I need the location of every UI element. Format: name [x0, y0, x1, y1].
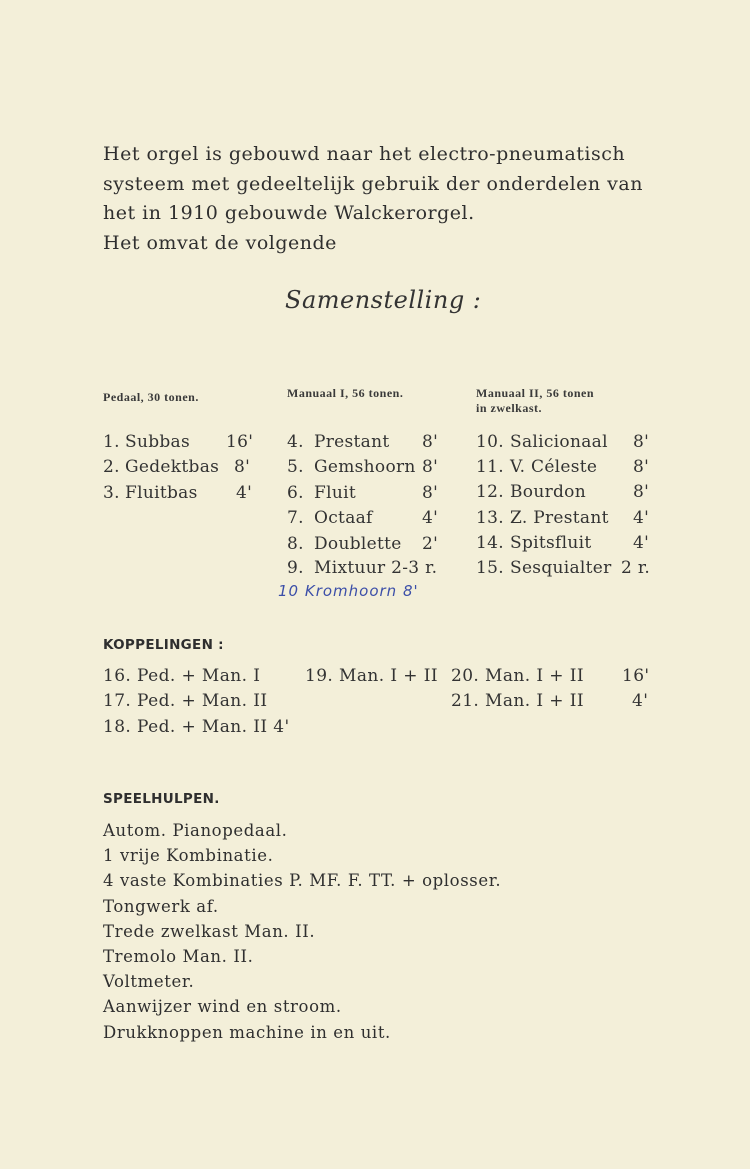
stop-name: Prestant: [314, 432, 390, 452]
koppeling-20-pitch: 16': [622, 666, 650, 686]
list-item: Tongwerk af.: [103, 896, 219, 916]
stop-name: Subbas: [125, 432, 191, 452]
section-heading: Samenstelling :: [285, 286, 482, 314]
koppeling-21: 21. Man. I + II: [451, 691, 584, 711]
stop-name: Doublette: [314, 534, 402, 554]
stop-name: V. Céleste: [510, 457, 598, 477]
stop-pitch: 8': [633, 482, 650, 502]
stop-number: 8.: [287, 534, 304, 554]
stop-name: Salicionaal: [510, 432, 608, 452]
list-item: Voltmeter.: [103, 972, 195, 992]
column-header-manuaal-1: [287, 386, 403, 401]
stop-number: 4.: [287, 432, 304, 452]
koppeling-17: 17. Ped. + Man. II: [103, 691, 268, 711]
stop-number: 13.: [476, 508, 504, 528]
stop-pitch: 8': [422, 432, 439, 452]
koppeling-19: 19. Man. I + II: [305, 666, 438, 686]
list-item: Trede zwelkast Man. II.: [103, 921, 316, 941]
stop-name: Gemshoorn: [314, 457, 416, 477]
stop-number: 10.: [476, 432, 504, 452]
speelhulpen-title: SPEELHULPEN.: [103, 791, 220, 807]
handwritten-annotation: 10 Kromhoorn 8': [278, 582, 419, 600]
stop-number: 15.: [476, 558, 504, 578]
stop-pitch: 2': [422, 534, 439, 554]
stop-name: Bourdon: [510, 482, 586, 502]
column-header-pedaal: [103, 390, 199, 405]
stop-number: 9.: [287, 558, 304, 578]
intro-line: Het omvat de volgende: [103, 231, 337, 254]
stop-pitch: 2 r.: [621, 558, 651, 578]
intro-paragraph: [103, 140, 643, 258]
stop-name: Z. Prestant: [510, 508, 609, 528]
stop-number: 7.: [287, 508, 304, 528]
stop-number: 2.: [103, 457, 120, 477]
column-subtitle: in zwelkast.: [476, 401, 542, 415]
list-item: 4 vaste Kombinaties P. MF. F. TT. + oplosser.: [103, 871, 502, 891]
intro-line: Het orgel is gebouwd naar het electro-pneumatisch: [103, 143, 626, 165]
stop-pitch: 4': [633, 533, 650, 553]
list-item: Tremolo Man. II.: [103, 947, 254, 967]
koppeling-20: 20. Man. I + II: [451, 666, 584, 686]
list-item: Drukknoppen machine in en uit.: [103, 1022, 391, 1042]
stop-pitch: 8': [422, 483, 439, 503]
stop-number: 12.: [476, 482, 504, 502]
column-title: Pedaal, 30 tonen.: [103, 390, 199, 404]
stop-name: Fluit: [314, 483, 356, 503]
stop-pitch: 8': [422, 457, 439, 477]
list-item: 1 vrije Kombinatie.: [103, 846, 274, 866]
list-item: Autom. Pianopedaal.: [103, 821, 288, 840]
stop-number: 14.: [476, 533, 504, 553]
column-title: Manuaal I, 56 tonen.: [287, 386, 404, 400]
intro-line: systeem met gedeeltelijk gebruik der onderdelen van: [103, 172, 643, 195]
stop-name: Gedektbas: [125, 457, 220, 477]
list-item: Aanwijzer wind en stroom.: [103, 997, 342, 1017]
column-title: Manuaal II, 56 tonen: [476, 386, 595, 400]
speelhulpen-list: [103, 818, 501, 1045]
stop-name: Fluitbas: [125, 483, 198, 503]
koppeling-16: 16. Ped. + Man. I: [103, 666, 261, 686]
intro-line: het in 1910 gebouwde Walckerorgel.: [103, 202, 475, 224]
stop-number: 11.: [476, 457, 504, 477]
stop-pitch: 8': [633, 457, 650, 477]
stop-pitch: 4': [422, 508, 439, 528]
stop-pitch: 4': [633, 508, 650, 528]
koppeling-18: 18. Ped. + Man. II 4': [103, 717, 290, 737]
stop-number: 1.: [103, 432, 120, 452]
stop-number: 3.: [103, 483, 120, 503]
koppelingen-title: KOPPELINGEN :: [103, 637, 224, 653]
stop-pitch: 16': [226, 432, 254, 452]
stop-number: 6.: [287, 483, 304, 503]
stop-pitch: 8': [234, 457, 251, 477]
koppeling-21-pitch: 4': [632, 691, 649, 711]
stop-name: Sesquialter: [510, 558, 612, 578]
stop-number: 5.: [287, 457, 304, 477]
stop-name: Octaaf: [314, 508, 373, 528]
stop-pitch: 8': [633, 432, 650, 452]
stop-pitch: 4': [236, 483, 253, 503]
stop-name: Mixtuur 2-3 r.: [314, 558, 438, 578]
column-header-manuaal-2: [476, 386, 594, 416]
stop-name: Spitsfluit: [510, 533, 592, 553]
